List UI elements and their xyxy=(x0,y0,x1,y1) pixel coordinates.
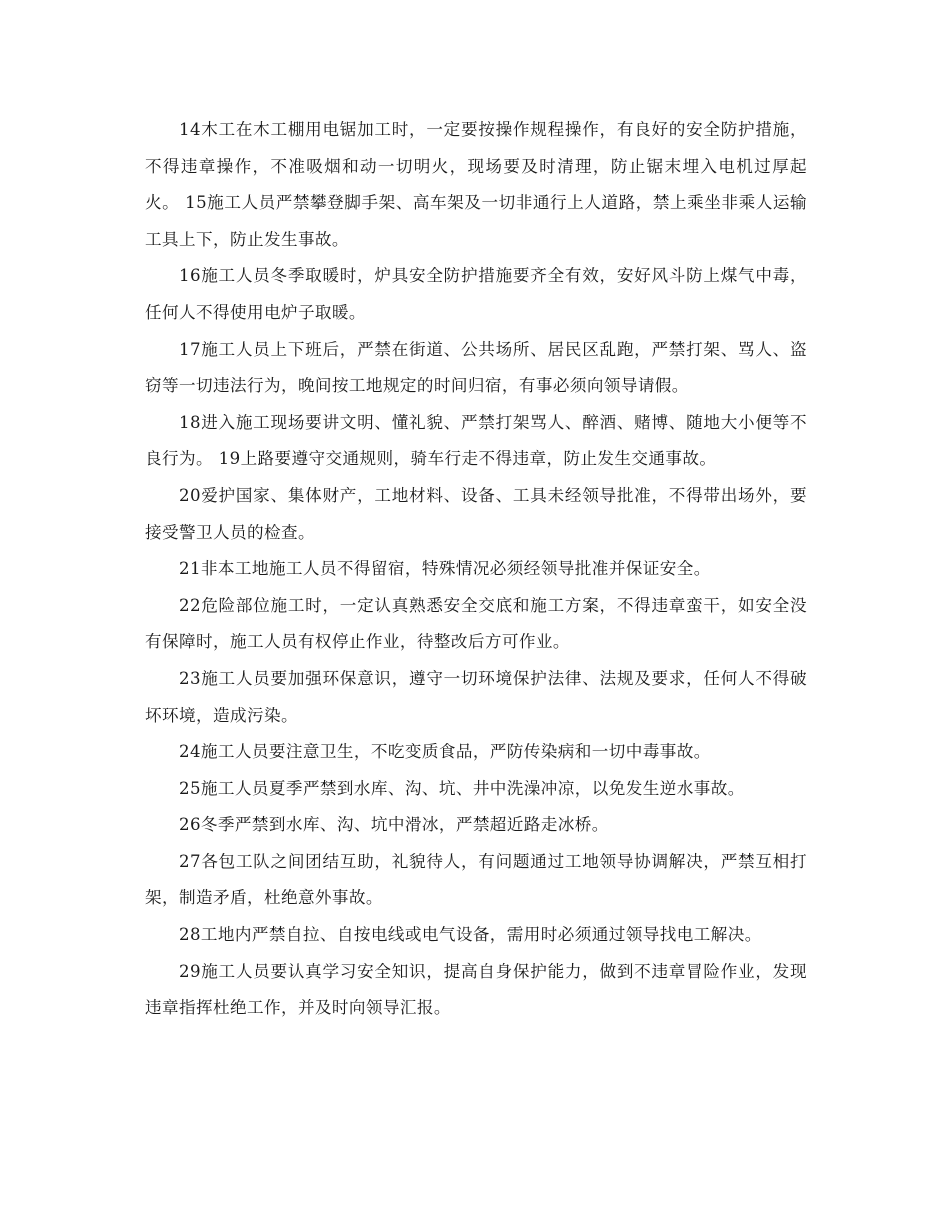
paragraph-21: 21非本工地施工人员不得留宿，特殊情况必须经领导批准并保证安全。 xyxy=(179,559,711,579)
paragraph-20: 20爱护国家、集体财产，工地材料、设备、工具未经领导批准，不得带出场外，要接受警卫人员的检查。 xyxy=(145,485,807,542)
paragraph-14-15: 14木工在木工棚用电锯加工时，一定要按操作规程操作，有良好的安全防护措施，不得违章操作，不准吸烟和动一切明火，现场要及时清理，防止锯末埋入电机过厚起火。 15施工人员严禁攀登脚手架、高车架及一切非通行上人道路，禁上乘坐非乘人运输工具上下，防止发生事故。 xyxy=(145,120,807,249)
document-body xyxy=(145,112,807,1027)
paragraph-24: 24施工人员要注意卫生，不吃变质食品，严防传染病和一切中毒事故。 xyxy=(179,742,711,762)
paragraph-25: 25施工人员夏季严禁到水库、沟、坑、井中洗澡冲凉，以免发生逆水事故。 xyxy=(179,778,745,798)
paragraph-28: 28工地内严禁自拉、自按电线或电气设备，需用时必须通过领导找电工解决。 xyxy=(179,925,762,945)
paragraph-22: 22危险部位施工时，一定认真熟悉安全交底和施工方案，不得违章蛮干，如安全没有保障时，施工人员有权停止作业，待整改后方可作业。 xyxy=(145,595,807,652)
paragraph-16: 16施工人员冬季取暖时，炉具安全防护措施要齐全有效，安好风斗防上煤气中毒，任何人不得使用电炉子取暖。 xyxy=(145,266,807,322)
paragraph-26: 26冬季严禁到水库、沟、坑中滑冰，严禁超近路走冰桥。 xyxy=(179,815,609,835)
paragraph-29: 29施工人员要认真学习安全知识，提高自身保护能力，做到不违章冒险作业，发现违章指挥杜绝工作，并及时向领导汇报。 xyxy=(145,961,807,1018)
paragraph-18-19: 18进入施工现场要讲文明、懂礼貌、严禁打架骂人、醉酒、赌博、随地大小便等不良行为。 19上路要遵守交通规则，骑车行走不得违章，防止发生交通事故。 xyxy=(145,412,807,469)
paragraph-27: 27各包工队之间团结互助，礼貌待人，有问题通过工地领导协调解决，严禁互相打架，制造矛盾，杜绝意外事故。 xyxy=(145,851,807,908)
paragraph-17: 17施工人员上下班后，严禁在街道、公共场所、居民区乱跑，严禁打架、骂人、盗窃等一切违法行为，晚间按工地规定的时间归宿，有事必须向领导请假。 xyxy=(145,339,807,396)
paragraph-23: 23施工人员要加强环保意识，遵守一切环境保护法律、法规及要求，任何人不得破坏环境，造成污染。 xyxy=(145,668,807,725)
